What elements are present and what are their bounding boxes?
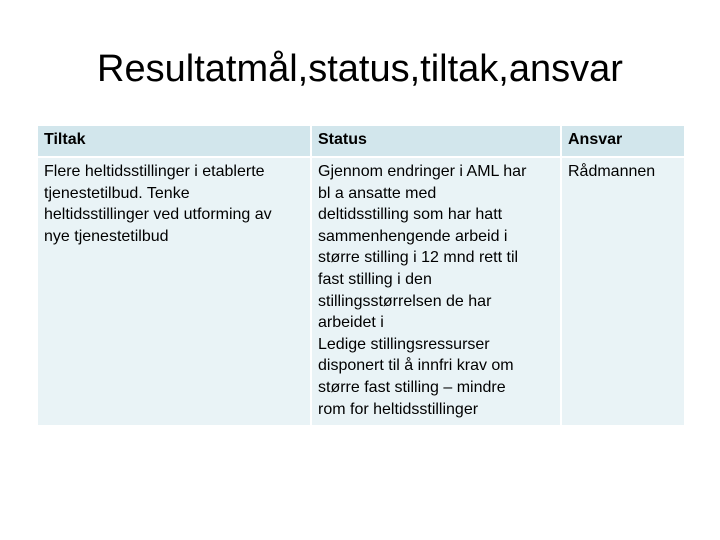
header-tiltak: Tiltak (37, 125, 311, 157)
cell-text-line: nye tjenestetilbud (44, 227, 169, 245)
cell-text-line: større stilling i 12 mnd rett til (318, 249, 519, 267)
cell-text-line: tjenestetilbud. Tenke (44, 184, 190, 202)
cell-text-line: større fast stilling – mindre (318, 378, 506, 396)
header-ansvar: Ansvar (561, 125, 685, 157)
cell-ansvar (561, 157, 685, 426)
result-table (36, 124, 686, 427)
cell-text-line: rom for heltidsstillinger (318, 400, 479, 418)
table-header-row (37, 125, 685, 157)
cell-status (311, 157, 561, 426)
cell-text-line: heltidsstillinger ved utforming av (44, 206, 272, 224)
cell-text-line: arbeidet i (318, 314, 384, 332)
cell-text-line: stillingsstørrelsen de har (318, 292, 492, 310)
slide-title: Resultatmål,status,tiltak,ansvar (97, 48, 623, 90)
cell-text-line: Rådmannen (568, 163, 656, 180)
table-row (37, 157, 685, 426)
cell-text-line: bl a ansatte med (318, 184, 437, 202)
cell-text-line: Ledige stillingsressurser (318, 335, 490, 353)
cell-text-line: Flere heltidsstillinger i etablerte (44, 163, 265, 180)
cell-tiltak (37, 157, 311, 426)
cell-text-line: Gjennom endringer i AML har (318, 163, 527, 180)
cell-text-line: deltidsstilling som har hatt (318, 206, 503, 224)
cell-text-line: disponert til å innfri krav om (318, 357, 514, 375)
header-status: Status (311, 125, 561, 157)
cell-text-line: sammenhengende arbeid i (318, 227, 508, 245)
cell-text-line: fast stilling i den (318, 270, 432, 288)
